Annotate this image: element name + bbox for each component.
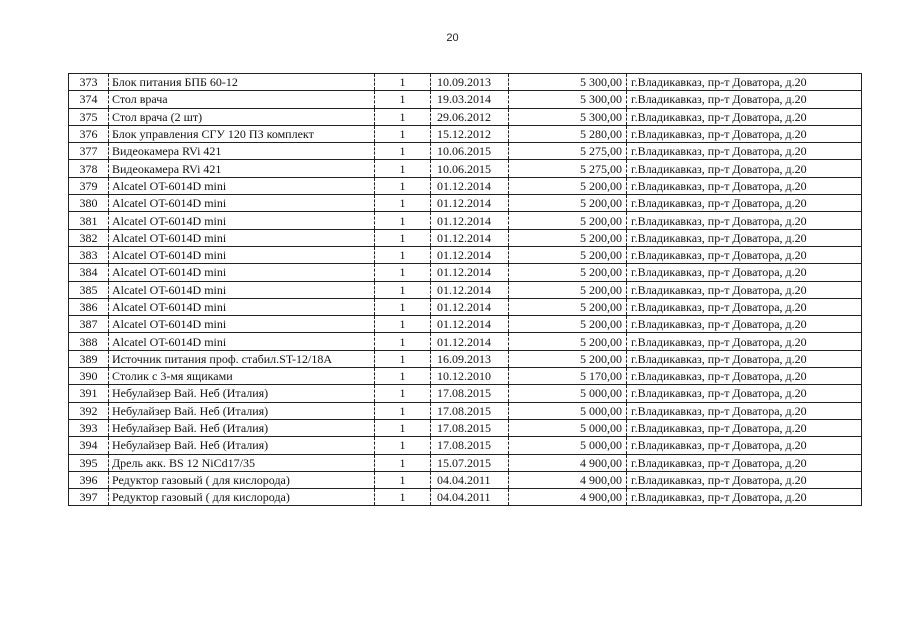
row-number-cell: 389 <box>69 350 109 367</box>
date-cell: 17.08.2015 <box>431 385 509 402</box>
date-cell: 17.08.2015 <box>431 437 509 454</box>
row-number-cell: 391 <box>69 385 109 402</box>
date-cell: 16.09.2013 <box>431 350 509 367</box>
item-name-cell: Alcatel OT-6014D mini <box>109 246 375 263</box>
item-name-cell: Alcatel OT-6014D mini <box>109 212 375 229</box>
row-number-cell: 393 <box>69 419 109 436</box>
item-name-cell: Дрель акк. BS 12 NiCd17/35 <box>109 454 375 471</box>
table-row <box>69 229 862 246</box>
quantity-cell: 1 <box>375 402 431 419</box>
quantity-cell: 1 <box>375 316 431 333</box>
table-row <box>69 333 862 350</box>
date-cell: 19.03.2014 <box>431 91 509 108</box>
row-number-cell: 374 <box>69 91 109 108</box>
date-cell: 04.04.2011 <box>431 471 509 488</box>
address-cell: г.Владикавказ, пр-т Доватора, д.20 <box>627 471 862 488</box>
address-cell: г.Владикавказ, пр-т Доватора, д.20 <box>627 212 862 229</box>
address-cell: г.Владикавказ, пр-т Доватора, д.20 <box>627 143 862 160</box>
row-number-cell: 388 <box>69 333 109 350</box>
table-row <box>69 298 862 315</box>
address-cell: г.Владикавказ, пр-т Доватора, д.20 <box>627 246 862 263</box>
row-number-cell: 377 <box>69 143 109 160</box>
quantity-cell: 1 <box>375 74 431 91</box>
item-name-cell: Небулайзер Вай. Неб (Италия) <box>109 385 375 402</box>
inventory-table-body <box>69 74 862 506</box>
row-number-cell: 381 <box>69 212 109 229</box>
address-cell: г.Владикавказ, пр-т Доватора, д.20 <box>627 91 862 108</box>
date-cell: 10.09.2013 <box>431 74 509 91</box>
row-number-cell: 394 <box>69 437 109 454</box>
row-number-cell: 373 <box>69 74 109 91</box>
price-cell: 5 200,00 <box>509 177 627 194</box>
date-cell: 15.12.2012 <box>431 125 509 142</box>
table-row <box>69 437 862 454</box>
price-cell: 4 900,00 <box>509 454 627 471</box>
item-name-cell: Стол врача (2 шт) <box>109 108 375 125</box>
address-cell: г.Владикавказ, пр-т Доватора, д.20 <box>627 160 862 177</box>
date-cell: 10.06.2015 <box>431 143 509 160</box>
item-name-cell: Видеокамера RVi 421 <box>109 160 375 177</box>
item-name-cell: Alcatel OT-6014D mini <box>109 229 375 246</box>
price-cell: 5 280,00 <box>509 125 627 142</box>
page-number: 20 <box>446 32 459 44</box>
date-cell: 17.08.2015 <box>431 419 509 436</box>
table-row <box>69 454 862 471</box>
table-row <box>69 350 862 367</box>
row-number-cell: 378 <box>69 160 109 177</box>
quantity-cell: 1 <box>375 437 431 454</box>
price-cell: 5 000,00 <box>509 385 627 402</box>
price-cell: 5 200,00 <box>509 333 627 350</box>
table-row <box>69 264 862 281</box>
address-cell: г.Владикавказ, пр-т Доватора, д.20 <box>627 350 862 367</box>
table-row <box>69 419 862 436</box>
row-number-cell: 387 <box>69 316 109 333</box>
date-cell: 29.06.2012 <box>431 108 509 125</box>
item-name-cell: Alcatel OT-6014D mini <box>109 316 375 333</box>
quantity-cell: 1 <box>375 160 431 177</box>
item-name-cell: Небулайзер Вай. Неб (Италия) <box>109 402 375 419</box>
table-row <box>69 125 862 142</box>
price-cell: 5 200,00 <box>509 264 627 281</box>
item-name-cell: Alcatel OT-6014D mini <box>109 177 375 194</box>
quantity-cell: 1 <box>375 471 431 488</box>
row-number-cell: 397 <box>69 489 109 506</box>
row-number-cell: 390 <box>69 368 109 385</box>
date-cell: 10.06.2015 <box>431 160 509 177</box>
table-row <box>69 385 862 402</box>
address-cell: г.Владикавказ, пр-т Доватора, д.20 <box>627 229 862 246</box>
item-name-cell: Блок питания БПБ 60-12 <box>109 74 375 91</box>
inventory-table <box>68 73 862 506</box>
table-row <box>69 91 862 108</box>
address-cell: г.Владикавказ, пр-т Доватора, д.20 <box>627 489 862 506</box>
price-cell: 5 200,00 <box>509 350 627 367</box>
date-cell: 01.12.2014 <box>431 212 509 229</box>
price-cell: 5 200,00 <box>509 229 627 246</box>
address-cell: г.Владикавказ, пр-т Доватора, д.20 <box>627 264 862 281</box>
price-cell: 5 200,00 <box>509 246 627 263</box>
table-row <box>69 195 862 212</box>
quantity-cell: 1 <box>375 212 431 229</box>
address-cell: г.Владикавказ, пр-т Доватора, д.20 <box>627 298 862 315</box>
item-name-cell: Блок управления СГУ 120 ПЗ комплект <box>109 125 375 142</box>
row-number-cell: 380 <box>69 195 109 212</box>
quantity-cell: 1 <box>375 419 431 436</box>
price-cell: 5 170,00 <box>509 368 627 385</box>
address-cell: г.Владикавказ, пр-т Доватора, д.20 <box>627 108 862 125</box>
address-cell: г.Владикавказ, пр-т Доватора, д.20 <box>627 454 862 471</box>
item-name-cell: Alcatel OT-6014D mini <box>109 281 375 298</box>
item-name-cell: Небулайзер Вай. Неб (Италия) <box>109 437 375 454</box>
price-cell: 5 275,00 <box>509 143 627 160</box>
date-cell: 01.12.2014 <box>431 177 509 194</box>
date-cell: 01.12.2014 <box>431 333 509 350</box>
price-cell: 5 200,00 <box>509 195 627 212</box>
item-name-cell: Редуктор газовый ( для кислорода) <box>109 471 375 488</box>
quantity-cell: 1 <box>375 368 431 385</box>
price-cell: 5 275,00 <box>509 160 627 177</box>
date-cell: 01.12.2014 <box>431 195 509 212</box>
quantity-cell: 1 <box>375 143 431 160</box>
row-number-cell: 385 <box>69 281 109 298</box>
row-number-cell: 376 <box>69 125 109 142</box>
row-number-cell: 382 <box>69 229 109 246</box>
table-row <box>69 471 862 488</box>
table-row <box>69 212 862 229</box>
address-cell: г.Владикавказ, пр-т Доватора, д.20 <box>627 368 862 385</box>
row-number-cell: 392 <box>69 402 109 419</box>
quantity-cell: 1 <box>375 125 431 142</box>
quantity-cell: 1 <box>375 489 431 506</box>
price-cell: 5 200,00 <box>509 298 627 315</box>
item-name-cell: Стол врача <box>109 91 375 108</box>
address-cell: г.Владикавказ, пр-т Доватора, д.20 <box>627 402 862 419</box>
quantity-cell: 1 <box>375 333 431 350</box>
table-row <box>69 316 862 333</box>
item-name-cell: Alcatel OT-6014D mini <box>109 264 375 281</box>
item-name-cell: Alcatel OT-6014D mini <box>109 298 375 315</box>
date-cell: 01.12.2014 <box>431 246 509 263</box>
address-cell: г.Владикавказ, пр-т Доватора, д.20 <box>627 316 862 333</box>
table-row <box>69 177 862 194</box>
price-cell: 5 200,00 <box>509 281 627 298</box>
table-row <box>69 246 862 263</box>
date-cell: 10.12.2010 <box>431 368 509 385</box>
row-number-cell: 383 <box>69 246 109 263</box>
address-cell: г.Владикавказ, пр-т Доватора, д.20 <box>627 333 862 350</box>
table-row <box>69 281 862 298</box>
quantity-cell: 1 <box>375 350 431 367</box>
quantity-cell: 1 <box>375 229 431 246</box>
price-cell: 5 200,00 <box>509 212 627 229</box>
address-cell: г.Владикавказ, пр-т Доватора, д.20 <box>627 177 862 194</box>
price-cell: 5 300,00 <box>509 74 627 91</box>
price-cell: 5 300,00 <box>509 108 627 125</box>
date-cell: 01.12.2014 <box>431 298 509 315</box>
date-cell: 15.07.2015 <box>431 454 509 471</box>
date-cell: 01.12.2014 <box>431 281 509 298</box>
quantity-cell: 1 <box>375 454 431 471</box>
price-cell: 4 900,00 <box>509 471 627 488</box>
table-row <box>69 74 862 91</box>
quantity-cell: 1 <box>375 298 431 315</box>
quantity-cell: 1 <box>375 91 431 108</box>
table-row <box>69 402 862 419</box>
item-name-cell: Небулайзер Вай. Неб (Италия) <box>109 419 375 436</box>
quantity-cell: 1 <box>375 195 431 212</box>
item-name-cell: Столик с 3-мя ящиками <box>109 368 375 385</box>
quantity-cell: 1 <box>375 264 431 281</box>
table-row <box>69 368 862 385</box>
table-row <box>69 143 862 160</box>
table-row <box>69 489 862 506</box>
row-number-cell: 386 <box>69 298 109 315</box>
price-cell: 5 300,00 <box>509 91 627 108</box>
address-cell: г.Владикавказ, пр-т Доватора, д.20 <box>627 74 862 91</box>
row-number-cell: 384 <box>69 264 109 281</box>
address-cell: г.Владикавказ, пр-т Доватора, д.20 <box>627 195 862 212</box>
quantity-cell: 1 <box>375 281 431 298</box>
quantity-cell: 1 <box>375 385 431 402</box>
price-cell: 5 000,00 <box>509 437 627 454</box>
date-cell: 01.12.2014 <box>431 316 509 333</box>
price-cell: 5 200,00 <box>509 316 627 333</box>
table-row <box>69 160 862 177</box>
price-cell: 4 900,00 <box>509 489 627 506</box>
address-cell: г.Владикавказ, пр-т Доватора, д.20 <box>627 437 862 454</box>
date-cell: 17.08.2015 <box>431 402 509 419</box>
table-row <box>69 108 862 125</box>
address-cell: г.Владикавказ, пр-т Доватора, д.20 <box>627 281 862 298</box>
quantity-cell: 1 <box>375 177 431 194</box>
item-name-cell: Видеокамера RVi 421 <box>109 143 375 160</box>
address-cell: г.Владикавказ, пр-т Доватора, д.20 <box>627 419 862 436</box>
row-number-cell: 395 <box>69 454 109 471</box>
item-name-cell: Alcatel OT-6014D mini <box>109 333 375 350</box>
quantity-cell: 1 <box>375 108 431 125</box>
quantity-cell: 1 <box>375 246 431 263</box>
row-number-cell: 375 <box>69 108 109 125</box>
row-number-cell: 396 <box>69 471 109 488</box>
date-cell: 01.12.2014 <box>431 264 509 281</box>
address-cell: г.Владикавказ, пр-т Доватора, д.20 <box>627 125 862 142</box>
address-cell: г.Владикавказ, пр-т Доватора, д.20 <box>627 385 862 402</box>
item-name-cell: Alcatel OT-6014D mini <box>109 195 375 212</box>
date-cell: 04.04.2011 <box>431 489 509 506</box>
item-name-cell: Редуктор газовый ( для кислорода) <box>109 489 375 506</box>
row-number-cell: 379 <box>69 177 109 194</box>
price-cell: 5 000,00 <box>509 419 627 436</box>
date-cell: 01.12.2014 <box>431 229 509 246</box>
price-cell: 5 000,00 <box>509 402 627 419</box>
item-name-cell: Источник питания проф. стабил.ST-12/18A <box>109 350 375 367</box>
